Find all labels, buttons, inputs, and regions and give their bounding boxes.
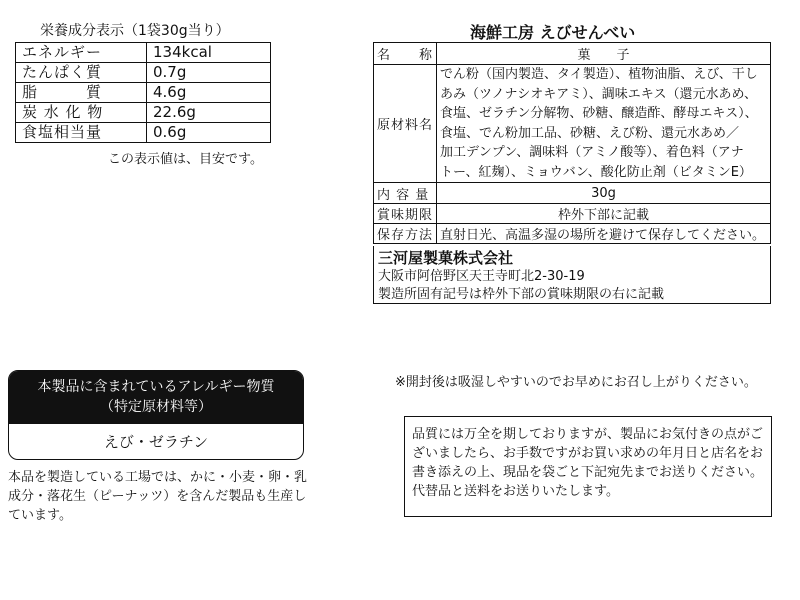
- ingredients-line: でん粉（国内製造、タイ製造）、植物油脂、えび、干し: [440, 67, 758, 82]
- nutrition-label: 食塩相当量: [16, 123, 147, 143]
- quality-notice-box: [404, 416, 772, 517]
- best-before-value: 枠外下部に記載: [437, 204, 771, 224]
- nutrition-row: [16, 63, 271, 83]
- nutrition-table: [15, 42, 271, 143]
- ingredients-line: あみ（ツノナシオキアミ）、調味エキス（還元水あめ、: [440, 86, 757, 102]
- allergy-box: [8, 370, 304, 460]
- label-row-storage: [374, 224, 771, 244]
- nutrition-row: [16, 123, 271, 143]
- label-row-name: [374, 43, 771, 65]
- ingredients-line: 食塩、でん粉加工品、砂糖、えび粉、還元水あめ／: [440, 125, 740, 141]
- allergy-items: えび・ゼラチン: [103, 433, 209, 451]
- ingredients-line: 食塩、ゼラチン分解物、砂糖、醸造酢、酵母エキス）、: [440, 106, 758, 121]
- nutrition-value: 22.6g: [147, 103, 271, 123]
- quality-notice-text: 品質には万全を期しておりますが、製品にお気付きの点がございましたら、お手数ですがお買い求めの年月日と店名をお書き添えの上、現品を袋ごと下記宛先までお送りください。代替品と送料をお送りいたします。: [412, 427, 764, 499]
- label-row-best-before: [374, 204, 771, 224]
- after-opening-note: ※開封後は吸湿しやすいのでお早めにお召し上がりください。: [395, 375, 757, 390]
- ingredients-line: 加工デンプン、調味料（アミノ酸等）、着色料（アナ: [440, 145, 744, 160]
- nutrition-note: この表示値は、目安です。: [108, 152, 263, 167]
- nutrition-label: エネルギー: [16, 43, 147, 63]
- ingredients-label: 原材料名: [374, 65, 437, 183]
- nutrition-title: 栄養成分表示（1袋30g当り）: [40, 23, 230, 39]
- name-value: 菓 子: [437, 43, 771, 65]
- nutrition-row: [16, 103, 271, 123]
- allergy-header-line: （特定原材料等）: [100, 399, 212, 415]
- content-label: 内 容 量: [374, 183, 437, 204]
- product-title: 海鮮工房 えびせんべい: [470, 23, 636, 42]
- best-before-label: 賞味期限: [374, 204, 437, 224]
- allergy-header: [9, 371, 303, 424]
- nutrition-row: [16, 43, 271, 63]
- nutrition-value: 0.7g: [147, 63, 271, 83]
- allergy-header-line: 本製品に含まれているアレルギー物質: [37, 379, 275, 395]
- maker-name: 三河屋製菓株式会社: [378, 249, 514, 267]
- product-label-table: [373, 42, 771, 244]
- storage-value: 直射日光、高温多湿の場所を避けて保存してください。: [437, 224, 771, 244]
- content-value: 30g: [437, 183, 771, 204]
- nutrition-value: 4.6g: [147, 83, 271, 103]
- ingredients-value: [437, 65, 771, 183]
- nutrition-value: 134kcal: [147, 43, 271, 63]
- nutrition-label: たんぱく質: [16, 63, 147, 83]
- name-label: 名 称: [374, 43, 437, 65]
- nutrition-row: [16, 83, 271, 103]
- nutrition-label: 脂 質: [16, 83, 147, 103]
- maker-code-note: 製造所固有記号は枠外下部の賞味期限の右に記載: [378, 287, 665, 302]
- ingredients-line: トー、紅麹）、ミョウバン、酸化防止剤（ビタミンE）: [440, 164, 752, 180]
- factory-allergy-note: 本品を製造している工場では、かに・小麦・卵・乳成分・落花生（ピーナッツ）を含んだ製品も生産しています。: [8, 470, 308, 523]
- maker-address: 大阪市阿倍野区天王寺町北2-30-19: [378, 269, 585, 284]
- label-row-ingredients: [374, 65, 771, 183]
- nutrition-value: 0.6g: [147, 123, 271, 143]
- maker-block: [373, 246, 771, 304]
- nutrition-label: 炭 水 化 物: [16, 103, 147, 123]
- storage-label: 保存方法: [374, 224, 437, 244]
- label-row-content: [374, 183, 771, 204]
